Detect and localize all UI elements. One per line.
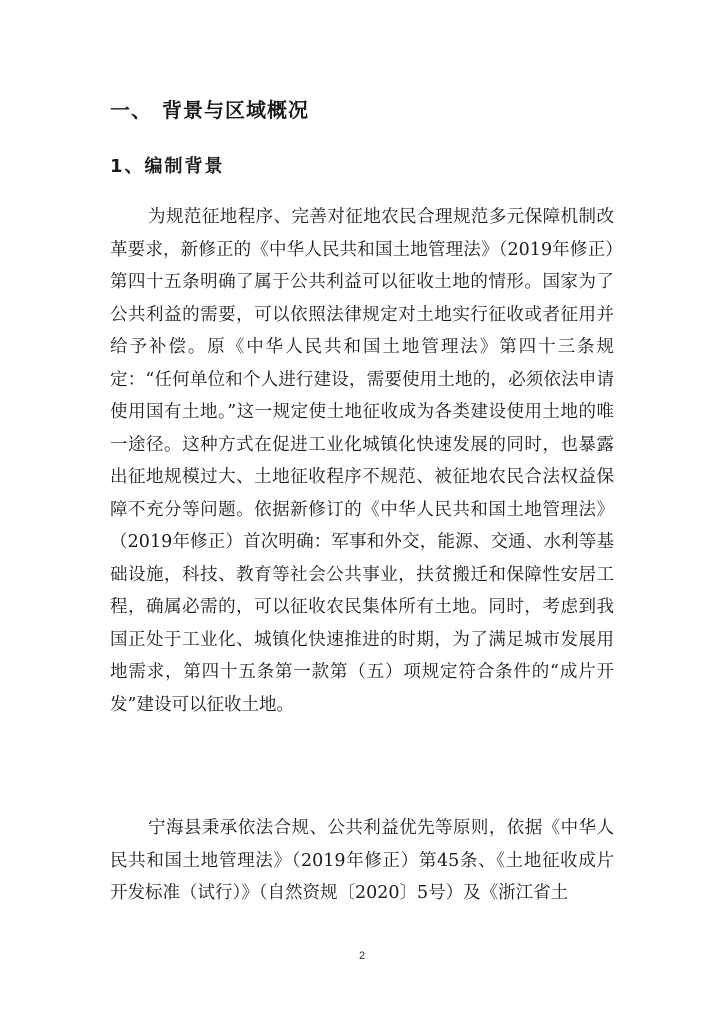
section-number: 一、 (110, 98, 152, 122)
section-heading (110, 94, 309, 123)
page-number: 2 (358, 950, 366, 962)
section-title: 背景与区域概况 (162, 98, 309, 122)
subsection-heading: 1、编制背景 (110, 156, 225, 177)
body-paragraph-1: 为规范征地程序、完善对征地农民合理规范多元保障机制改革要求，新修正的《中华人民共和国土地管理法》（2019年修正）第四十五条明确了属于公共利益可以征收土地的情形。国家为了公共利益的需要，可以依照法律规定对土地实行征收或者征用并给予补偿。原《中华人民共和国土地管理法》第四十三条规定：“任何单位和个人进行建设，需要使用土地的，必须依法申请使用国有土地。”这一规定使土地征收成为各类建设使用土地的唯一途径。这种方式在促进工业化城镇化快速发展的同时，也暴露出征地规模过大、土地征收程序不规范、被征地农民合法权益保障不充分等问题。依据新修订的《中华人民共和国土地管理法》（2019年修正）首次明确：军事和外交，能源、交通、水利等基础设施，科技、教育等社会公共事业，扶贫搬迁和保障性安居工程，确属必需的，可以征收农民集体所有土地。同时，考虑到我国正处于工业化、城镇化快速推进的时期，为了满足城市发展用地需求，第四十五条第一款第（五）项规定符合条件的“成片开发”建设可以征收土地。 (110, 207, 614, 715)
body-paragraph-2: 宁海县秉承依法合规、公共利益优先等原则，依据《中华人民共和国土地管理法》（2019年修正）第45条、《土地征收成片开发标准（试行）》（自然资规〔2020〕5号）及《浙江省土 (110, 818, 614, 903)
